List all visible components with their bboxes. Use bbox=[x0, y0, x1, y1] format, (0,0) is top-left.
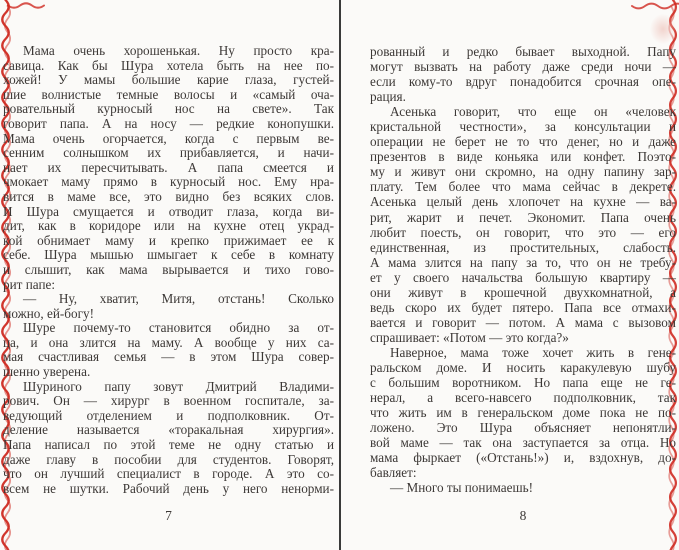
pink-smudge-top-right bbox=[650, 14, 676, 44]
text-line: презентов в виде коньяка или конфет. Поэто- bbox=[370, 149, 676, 165]
text-line: А мама злится на папу за то, что он не требу- bbox=[370, 254, 676, 270]
text-line: деление называется «торакальная хирургия». bbox=[3, 422, 334, 438]
red-scribble-top-right bbox=[632, 1, 672, 11]
text-line: шие волнистые темные волосы и «самый оча- bbox=[3, 86, 334, 102]
text-line: любит поесть, он говорит, что это — его bbox=[370, 224, 676, 240]
text-line: чмокает маму прямо в курносый нос. Ему нра- bbox=[3, 174, 334, 190]
text-line: говорит папа. А на носу — редкие конопушки. bbox=[3, 115, 334, 131]
text-line: Асенька целый день хлопочет на кухне — ва- bbox=[370, 194, 676, 210]
page-number-left: 7 bbox=[165, 508, 172, 523]
text-line: ложено. Это Шура объясняет непонятли- bbox=[370, 420, 676, 436]
text-line: себе. Шура мышью шмыгает к себе в комнату bbox=[3, 247, 334, 263]
text-line: могут вызвать на работу даже среди ночи — bbox=[370, 59, 676, 75]
text-line: ровательный курносый нос на свете». Так bbox=[3, 101, 334, 117]
text-line: бавляет: bbox=[370, 465, 417, 481]
text-line: и слышит, как мама вырывается и тихо гово- bbox=[3, 261, 334, 277]
text-line: можно, ей-богу! bbox=[3, 305, 94, 321]
text-line: савица. Как бы Шура хотела быть на нее по- bbox=[3, 57, 334, 73]
text-line: ет у своего начальства большую квартиру — bbox=[370, 269, 676, 285]
text-line: Шуриного папу зовут Дмитрий Владими- bbox=[23, 378, 334, 394]
red-scribble-top-left bbox=[8, 1, 34, 10]
page-number-right: 8 bbox=[519, 508, 527, 523]
text-line: рович. Он — хирург в военном госпитале, за- bbox=[3, 393, 334, 409]
text-line: плату. Тем более что мама сейчас в декрете. bbox=[370, 179, 676, 195]
text-line: даже главу в пособии для студентов. Говорят, bbox=[3, 451, 334, 467]
text-line: единственная, из простительных, слабость. bbox=[370, 239, 676, 255]
text-line: операции не берет не то что денег, но и даже bbox=[370, 134, 676, 150]
text-line: — Ну, хватит, Митя, отстань! Сколько bbox=[23, 291, 334, 307]
text-line: что он лучший специалист в городе. А это со- bbox=[3, 466, 334, 482]
text-line: ведь скоро их будет пятеро. Папа все отмахи- bbox=[370, 299, 676, 315]
text-line: ральском доме. И носить каракулевую шубу bbox=[370, 359, 676, 375]
text-line: рация. bbox=[370, 89, 406, 105]
text-line: хожей! У мамы большие карие глаза, густей- bbox=[3, 72, 334, 88]
text-line: если кому-то вдруг понадобится срочная опе- bbox=[370, 74, 676, 90]
text-line: Асенька говорит, что еще он «человек bbox=[390, 104, 676, 120]
text-line: что жить им в генеральском доме пока не по- bbox=[370, 405, 676, 421]
text-line: рит папе: bbox=[3, 276, 56, 292]
text-line: ца, и она злится на маму. А вообще у них са- bbox=[3, 334, 334, 350]
page-divider-line bbox=[339, 0, 341, 550]
text-line: Мама очень огорчается, когда с первым ве- bbox=[3, 130, 334, 146]
text-line: они живут в крошечной двухкомнатной, а bbox=[370, 284, 676, 300]
text-line: И Шура смущается и отводит глаза, когда ви- bbox=[3, 203, 334, 219]
text-line: ведующий отделением и подполковник. От- bbox=[3, 407, 334, 423]
text-line: кой обнимает маму и крепко прижимает ее к bbox=[3, 232, 334, 248]
text-line: кристальной честности», за консультации и bbox=[370, 119, 676, 135]
text-line: вается и говорит — потом. А мама с вызовом bbox=[370, 314, 676, 330]
text-line: Шуре почему-то становится обидно за от- bbox=[23, 320, 334, 336]
text-line: с большим воротником. Но папа еще не ге- bbox=[370, 375, 676, 391]
text-line: сенним солнышком их прибавляется, и начи- bbox=[3, 145, 334, 161]
text-line: вится в маме все, это видно без всяких слов. bbox=[3, 188, 334, 204]
text-line: Мама очень хорошенькая. Ну просто кра- bbox=[23, 43, 334, 58]
text-line: рованный и редко бывает выходной. Папу bbox=[370, 44, 676, 59]
text-line: Папа написал по этой теме не одну статью и bbox=[3, 437, 334, 453]
text-line: шенно уверена. bbox=[3, 364, 91, 380]
book-page-right[interactable] bbox=[370, 44, 676, 495]
text-line: дит, как в коридоре или на кухне отец украд- bbox=[3, 218, 334, 234]
text-line: нает их пересчитывать. А папа смеется и bbox=[3, 159, 334, 175]
text-line: му и живут они скромно, на одну папину зар- bbox=[370, 164, 676, 180]
text-line: рит, жарит и печет. Экономит. Папа очень bbox=[370, 209, 676, 225]
text-line: спрашивает: «Потом — это когда?» bbox=[370, 329, 569, 345]
text-line: всем не шутки. Рабочий день у него ненорми- bbox=[3, 480, 334, 496]
text-line: вой маме — так она заступается за отца. Но bbox=[370, 435, 676, 451]
text-line: мама фыркает («Отстань!») и, вздохнув, до- bbox=[370, 450, 676, 466]
book-page-left[interactable] bbox=[3, 44, 334, 496]
text-line: — Много ты понимаешь! bbox=[390, 480, 534, 496]
text-line: мая счастливая семья — в этом Шура совер- bbox=[3, 349, 334, 365]
text-line: нерал, а всего-навсего подполковник, так bbox=[370, 390, 676, 406]
text-line: Наверное, мама тоже хочет жить в гене- bbox=[390, 344, 676, 360]
